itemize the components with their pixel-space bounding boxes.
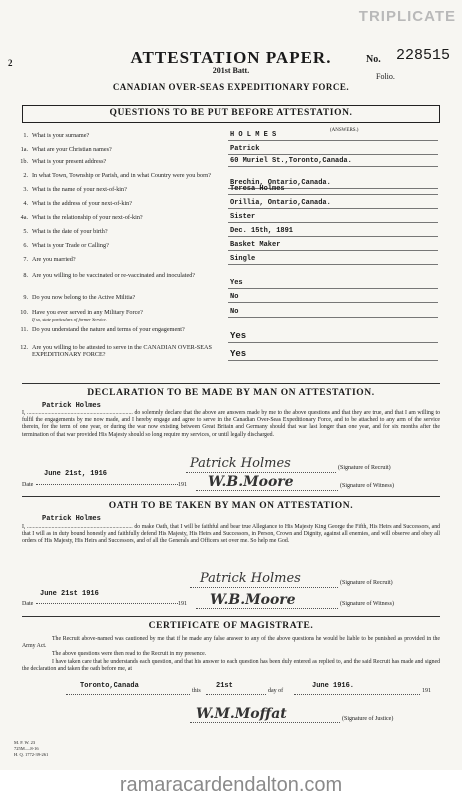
answer-line [228, 254, 438, 265]
question-number: 1. [23, 132, 28, 139]
answer-line [228, 144, 438, 155]
certificate-care-text: I have taken care that he understands each question, and that his answer to each question has been duly entered as replied to, and the said Recruit has made and signed the declaration and taken the oath before me, at [22, 659, 440, 673]
question-label: Do you now belong to the Active Militia? [32, 294, 136, 301]
oath-date-line [36, 595, 178, 604]
oath-witness-signature: W.B.Moore [210, 592, 296, 608]
form-code: M. F. W. 23 [14, 740, 36, 745]
certificate-this-label: this [192, 688, 201, 694]
question-text [32, 146, 222, 153]
question-note: If so, state particulars of former Service. [32, 317, 107, 322]
answer-value: 60 Muriel St.,Toronto,Canada. [230, 157, 352, 165]
answer-value: Yes [230, 349, 247, 359]
question-label: What is the address of your next-of-kin? [32, 200, 133, 207]
section-divider [22, 383, 440, 384]
answer-line [228, 212, 438, 223]
question-text [32, 228, 222, 235]
certificate-day: 21st [216, 682, 233, 690]
form-code: 725M.—8-16 [14, 746, 39, 751]
certificate-read-text: The above questions were then read to the Recruit in my presence. [52, 651, 207, 657]
answer-line [228, 184, 438, 195]
declaration-year: 191 [178, 482, 187, 488]
justice-label: (Signature of Justice) [342, 716, 394, 722]
question-label: What are your Christian names? [32, 146, 112, 153]
question-number: 11. [20, 326, 28, 333]
oath-recruit-signature: Patrick Holmes [200, 571, 301, 586]
question-number: 1a. [20, 146, 28, 153]
page-title: ATTESTATION PAPER. [130, 48, 332, 67]
question-text [32, 214, 222, 221]
question-number: 4a. [20, 214, 28, 221]
oath-witness-label: (Signature of Witness) [340, 601, 394, 607]
answer-value: Yes [230, 331, 247, 341]
answer-value: Basket Maker [230, 241, 281, 249]
question-label: Are you willing to be attested to serve in the CANADIAN OVER-SEAS EXPEDITIONARY FORCE? [32, 344, 212, 358]
declaration-date-line [36, 476, 178, 485]
question-number: 5. [23, 228, 28, 235]
answer-value: Sister [230, 213, 256, 221]
question-number: 12. [20, 344, 28, 351]
question-number: 4. [23, 200, 28, 207]
oath-name: Patrick Holmes [42, 515, 101, 523]
answer-value: No [230, 308, 239, 316]
questions-heading: QUESTIONS TO BE PUT BEFORE ATTESTATION. [109, 108, 353, 118]
page-number: 2 [8, 58, 13, 68]
battalion-stamp: 201st Batt. [212, 66, 250, 75]
oath-heading: OATH TO BE TAKEN BY MAN ON ATTESTATION. [108, 501, 354, 511]
question-label: What is your Trade or Calling? [32, 242, 109, 249]
question-text [32, 132, 222, 139]
answer-value: Teresa Holmes [230, 185, 285, 193]
question-number: 7. [23, 256, 28, 263]
answer-line [228, 292, 438, 303]
oath-date: June 21st 1916 [40, 590, 99, 598]
question-number: 3. [23, 186, 28, 193]
question-text [32, 158, 222, 165]
question-label: Do you understand the nature and terms of your engagement? [32, 326, 185, 333]
folio-label: Folio. [376, 72, 395, 81]
question-text [32, 200, 222, 207]
certificate-year: 191 [422, 688, 431, 694]
triplicate-stamp: TRIPLICATE [358, 8, 456, 25]
question-label: Are you willing to be vaccinated or re-vaccinated and inoculated? [32, 272, 196, 279]
answer-value: H O L M E S [230, 131, 277, 139]
declaration-witness-signature: W.B.Moore [208, 474, 294, 490]
question-number: 8. [23, 272, 28, 279]
declaration-date-label: Date [22, 482, 34, 488]
declaration-witness-label: (Signature of Witness) [340, 483, 394, 489]
oath-text: I, ......................................................................... do make Oath, that I will be faithful and bear true Allegiance to His Majesty King George the Fifth, His Heirs and Successors, and that I will as in duty bound honestly and faithfully defend His Majesty, His Heirs and Successors, in Person, Crown and Dignity, against all enemies, and will observe and obey all orders of His Majesty, His Heirs and Successors, and of all the Generals and Officers set over me. So help me God. [22, 524, 440, 545]
answer-value: Single [230, 255, 256, 263]
answer-value: Orillia, Ontario,Canada. [230, 199, 331, 207]
declaration-name: Patrick Holmes [42, 402, 101, 410]
oath-year: 191 [178, 601, 187, 607]
question-text [32, 242, 222, 249]
oath-date-label: Date [22, 601, 34, 607]
answer-line [228, 350, 438, 361]
question-label: What is the relationship of your next-of-kin? [32, 214, 143, 221]
question-text [32, 294, 222, 301]
section-divider [22, 616, 440, 617]
question-number: 6. [23, 242, 28, 249]
question-text [32, 309, 222, 323]
regimental-number: 228515 [396, 47, 451, 64]
answer-line [228, 307, 438, 318]
question-label: What is the name of your next-of-kin? [32, 186, 127, 193]
answer-value: Brechin, Ontario,Canada. [230, 179, 331, 187]
question-text [32, 172, 222, 179]
number-label: No. [366, 54, 381, 65]
declaration-recruit-label: (Signature of Recruit) [338, 465, 391, 471]
answer-line [228, 332, 438, 343]
answer-line [228, 130, 438, 141]
declaration-date: June 21st, 1916 [44, 470, 108, 478]
justice-signature: W.M.Moffat [196, 706, 287, 722]
question-text [32, 326, 222, 333]
oath-recruit-label: (Signature of Recruit) [340, 580, 393, 586]
form-codes [14, 740, 48, 758]
declaration-heading: DECLARATION TO BE MADE BY MAN ON ATTESTATION. [87, 388, 375, 398]
section-divider [22, 496, 440, 497]
question-label: What is your present address? [32, 158, 107, 165]
question-label: Are you married? [32, 256, 76, 263]
question-label: In what Town, Township or Parish, and in what Country were you born? [32, 172, 212, 179]
answer-line [228, 240, 438, 251]
declaration-text: I, ......................................................................... do solemnly declare that the above are answers made by me to the above questions and that they are true, and that I am willing to fulfil the engagements by me now made, and I hereby engage and agree to serve in the Canadian Over-Seas Expeditionary Force, and to be attached to any arm of the service therein, for the term of one year, or during the war now existing between Great Britain and Germany should that war last longer than one year, and for six months after the termination of that war provided His Majesty should so long require my services, or until legally discharged. [22, 410, 440, 438]
answer-value: No [230, 293, 239, 301]
answer-line [228, 156, 438, 167]
question-label: What is the date of your birth? [32, 228, 108, 235]
question-text [32, 344, 222, 358]
certificate-place: Toronto,Canada [80, 682, 139, 690]
certificate-day-of-label: day of [268, 688, 284, 694]
question-number: 9. [23, 294, 28, 301]
certificate-day-line [206, 686, 266, 695]
question-number: 1b. [20, 158, 28, 165]
form-code: H. Q. 1772-39-261 [14, 752, 49, 757]
answer-line [228, 226, 438, 237]
question-label: What is your surname? [32, 132, 90, 139]
justice-signature-line [190, 714, 340, 723]
declaration-witness-line [196, 482, 338, 491]
site-watermark: ramaracardendalton.com [0, 770, 462, 800]
answers-label: (ANSWERS.) [330, 128, 359, 133]
question-number: 10. [20, 309, 28, 316]
declaration-recruit-signature: Patrick Holmes [190, 456, 291, 471]
question-text [32, 272, 222, 279]
answer-value: Patrick [230, 145, 260, 153]
answer-line [228, 198, 438, 209]
answer-value: Dec. 15th, 1891 [230, 227, 294, 235]
answer-value: Yes [230, 279, 243, 287]
answer-line [228, 278, 438, 289]
certificate-heading: CERTIFICATE OF MAGISTRATE. [148, 621, 314, 631]
question-text [32, 256, 222, 263]
certificate-month-line [294, 686, 420, 695]
question-text [32, 186, 222, 193]
question-label: Have you ever served in any Military Force? [32, 309, 143, 316]
certificate-caution-text: The Recruit above-named was cautioned by me that if he made any false answer to any of the above questions he would be liable to be punished as provided in the Army Act. [22, 636, 440, 650]
question-number: 2. [23, 172, 28, 179]
declaration-recruit-line [186, 464, 336, 473]
oath-witness-line [196, 600, 338, 609]
certificate-place-line [66, 686, 190, 695]
certificate-month: June 1916. [312, 682, 355, 690]
oath-recruit-line [190, 579, 338, 588]
force-heading: CANADIAN OVER-SEAS EXPEDITIONARY FORCE. [112, 82, 350, 92]
